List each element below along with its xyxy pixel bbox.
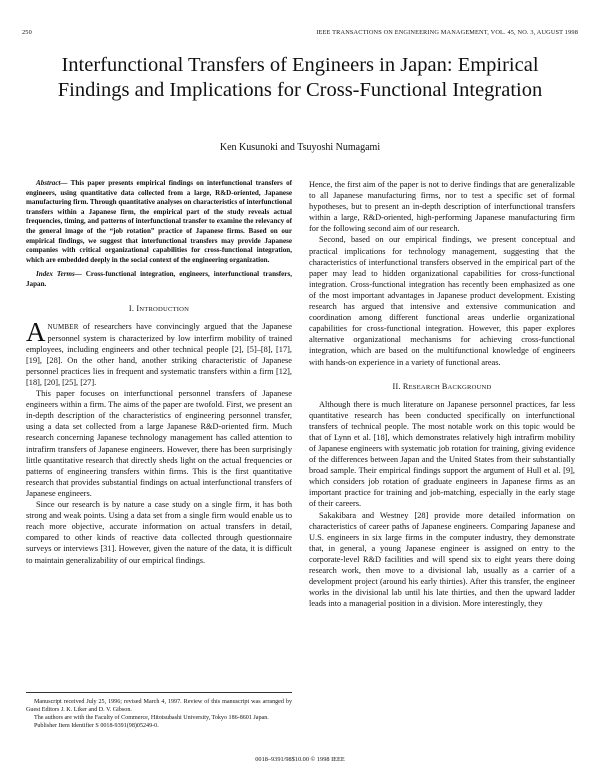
section-title-rest: ACKGROUND	[447, 383, 492, 391]
abstract-lead: Abstract—	[36, 179, 68, 187]
footnote-manuscript: Manuscript received July 25, 1996; revised March 4, 1997. Review of this manuscript was arranged by Guest Editors J. K. Liker and D. V. Gibson.	[26, 699, 292, 713]
drop-cap: A	[26, 316, 46, 347]
background-paragraph-1: Although there is much literature on Japanese personnel practices, far less quantitative research has been conducted specifically on interfunctional transfers of technical people. The most notable work on this topic would be that of Lynn et al. [18], which demonstrates relatively high intrafirm mobility of Japanese engineers with systematic job rotation for training, giving evidence of the differences between Japan and the United States from their substantially broad sample. Their empirical findings support the argument of Hull et al. [9], which considers job rotation of graduate engineers in Japanese firms as an important practice for training and job-matching, especially in the early stage of their careers.	[309, 399, 575, 509]
section-title-initial: B	[441, 381, 448, 391]
footnotes	[26, 692, 292, 730]
section-title-initial: R	[402, 381, 409, 391]
index-terms-text: Cross-functional integration, engineers, interfunctional transfers, Japan.	[26, 270, 292, 288]
index-terms	[26, 270, 292, 289]
section-heading-research-background	[309, 382, 575, 391]
section-heading-introduction	[26, 304, 292, 313]
copyright-line: 0018–9391/98$10.00 © 1998 IEEE	[255, 756, 345, 763]
intro-paragraph-1-text: of researchers have convincingly argued that the Japanese personnel system is characterized by low interfirm mobility of trained employees, including engineers and other technical people [2], [5]–[8], [17], [19], [28]. On the other hand, another striking characteristic of Japanese personnel practices lies in frequent and systematic transfers within a firm [12], [18], [20], [25], [27].	[26, 321, 292, 387]
footnote-affiliation: The authors are with the Faculty of Commerce, Hitotsubashi University, Tokyo 186-8601 Japan.	[34, 715, 269, 721]
background-paragraph-2: Sakakibara and Westney [28] provide more detailed information on characteristics of career paths of Japanese engineers. Comparing Japanese and U.S. engineers in six large firms in the computer industry, they demonstrate that, in general, a young Japanese engineer is assigned on entry to the corporate-level R&D facilities and will spend six to eight years there doing research work, then move to a divisional lab, usually as a carrier of a development project (around his early thirties). After this transfer, the engineer works in the divisional lab until his late thirties, and then the upward ladder leads into a managerial position in a division. More interestingly, they	[309, 510, 575, 609]
footnote-identifier: Publisher Item Identifier S 0018-9391(98)05249-0.	[34, 723, 159, 729]
abstract	[26, 179, 292, 265]
index-terms-lead: Index Terms—	[36, 270, 82, 279]
abstract-text: This paper presents empirical findings on interfunctional transfers of engineers, using quantitative data collected from a large, R&D-oriented, Japanese manufacturing firm. Through quantitative analyses on characteristics of interfunctional transfers within a Japanese firm, the empirical part of the study reveals actual frequencies, timing, and patterns of interfunctional transfer to examine the relevancy of the general image of the “job rotation” practice of Japanese firms. Based on our empirical findings, we suggest that interfunctional transfers may provide Japanese companies with critical organizational capabilities for cross-functional integration, which are embedded deeply in the social context of the engineering organization.	[26, 179, 292, 264]
running-header	[22, 29, 578, 41]
left-column	[26, 179, 292, 566]
intro-paragraph-1	[26, 316, 292, 389]
paper-title: Interfunctional Transfers of Engineers in Japan: Empirical Findings and Implications for Cross-Functional Integration	[57, 54, 543, 101]
section-numeral: II.	[392, 381, 403, 391]
right-column	[309, 179, 575, 609]
section-numeral: I.	[128, 303, 137, 313]
section-title-rest: ESEARCH	[408, 383, 442, 391]
paper-authors: Ken Kusunoki and Tsuyoshi Numagami	[219, 142, 381, 153]
intro-paragraph-3: Since our research is by nature a case study on a single firm, it has both strong and weak points. Using a data set from a single firm would enable us to reach more objective, accurate information on actual transfers in detail, compared to other kinds of reactive data collected through questionnaire surveys or interviews [31]. However, given the nature of the data, it is difficult to maintain generalizability of our empirical findings.	[26, 500, 292, 565]
intro-paragraph-2: This paper focuses on interfunctional personnel transfers of Japanese engineers within a firm. The aims of the paper are twofold. First, we present an in-depth description of the characteristics of engineering personnel transfer, using a data set collected from a large Japanese R&D-oriented firm. Much research concerning Japanese technology management has called attention to intrafirm transfers of Japanese engineers. However, there has been surprisingly little quantitative research that directly sheds light on the actual frequencies or patterns of engineering transfers within firms. This is the first quantitative research that provides substantial findings on actual interfunctional transfers of Japanese engineers.	[26, 389, 292, 498]
section-title-initial: I	[136, 303, 140, 313]
journal-citation: IEEE TRANSACTIONS ON ENGINEERING MANAGEMENT, VOL. 45, NO. 3, AUGUST 1998	[316, 29, 578, 36]
first-word-rest: NUMBER	[47, 322, 79, 331]
section-title-rest: NTRODUCTION	[139, 305, 190, 313]
page-number: 250	[22, 29, 32, 36]
intro-paragraph-4: Hence, the first aim of the paper is not to derive findings that are generalizable to all Japanese manufacturing firms, nor to test a specific set of formal hypotheses, but to present an in-depth description of interfunctional transfers within a large, R&D-oriented, high-performing Japanese manufacturing firm for the following second aim of our research.	[309, 180, 575, 234]
intro-paragraph-5: Second, based on our empirical findings, we present conceptual and practical implications for technology management, suggesting that the characteristics of interfunctional transfers observed in the empirical part of the paper may lead to hidden organizational capabilities for cross-functional integration. Cross-functional integration has recently been emphasized as one of the most important advantages in Japanese product development. Existing research has argued that intensive and extensive communication and coordination among different functional areas underlie organizational capabilities for cross-functional integration. However, this paper explores alternative organizational mechanisms for achieving cross-functional integration, which are based on the multifunctional knowledge of engineers with hands-on experience in a variety of functional areas.	[309, 235, 575, 367]
